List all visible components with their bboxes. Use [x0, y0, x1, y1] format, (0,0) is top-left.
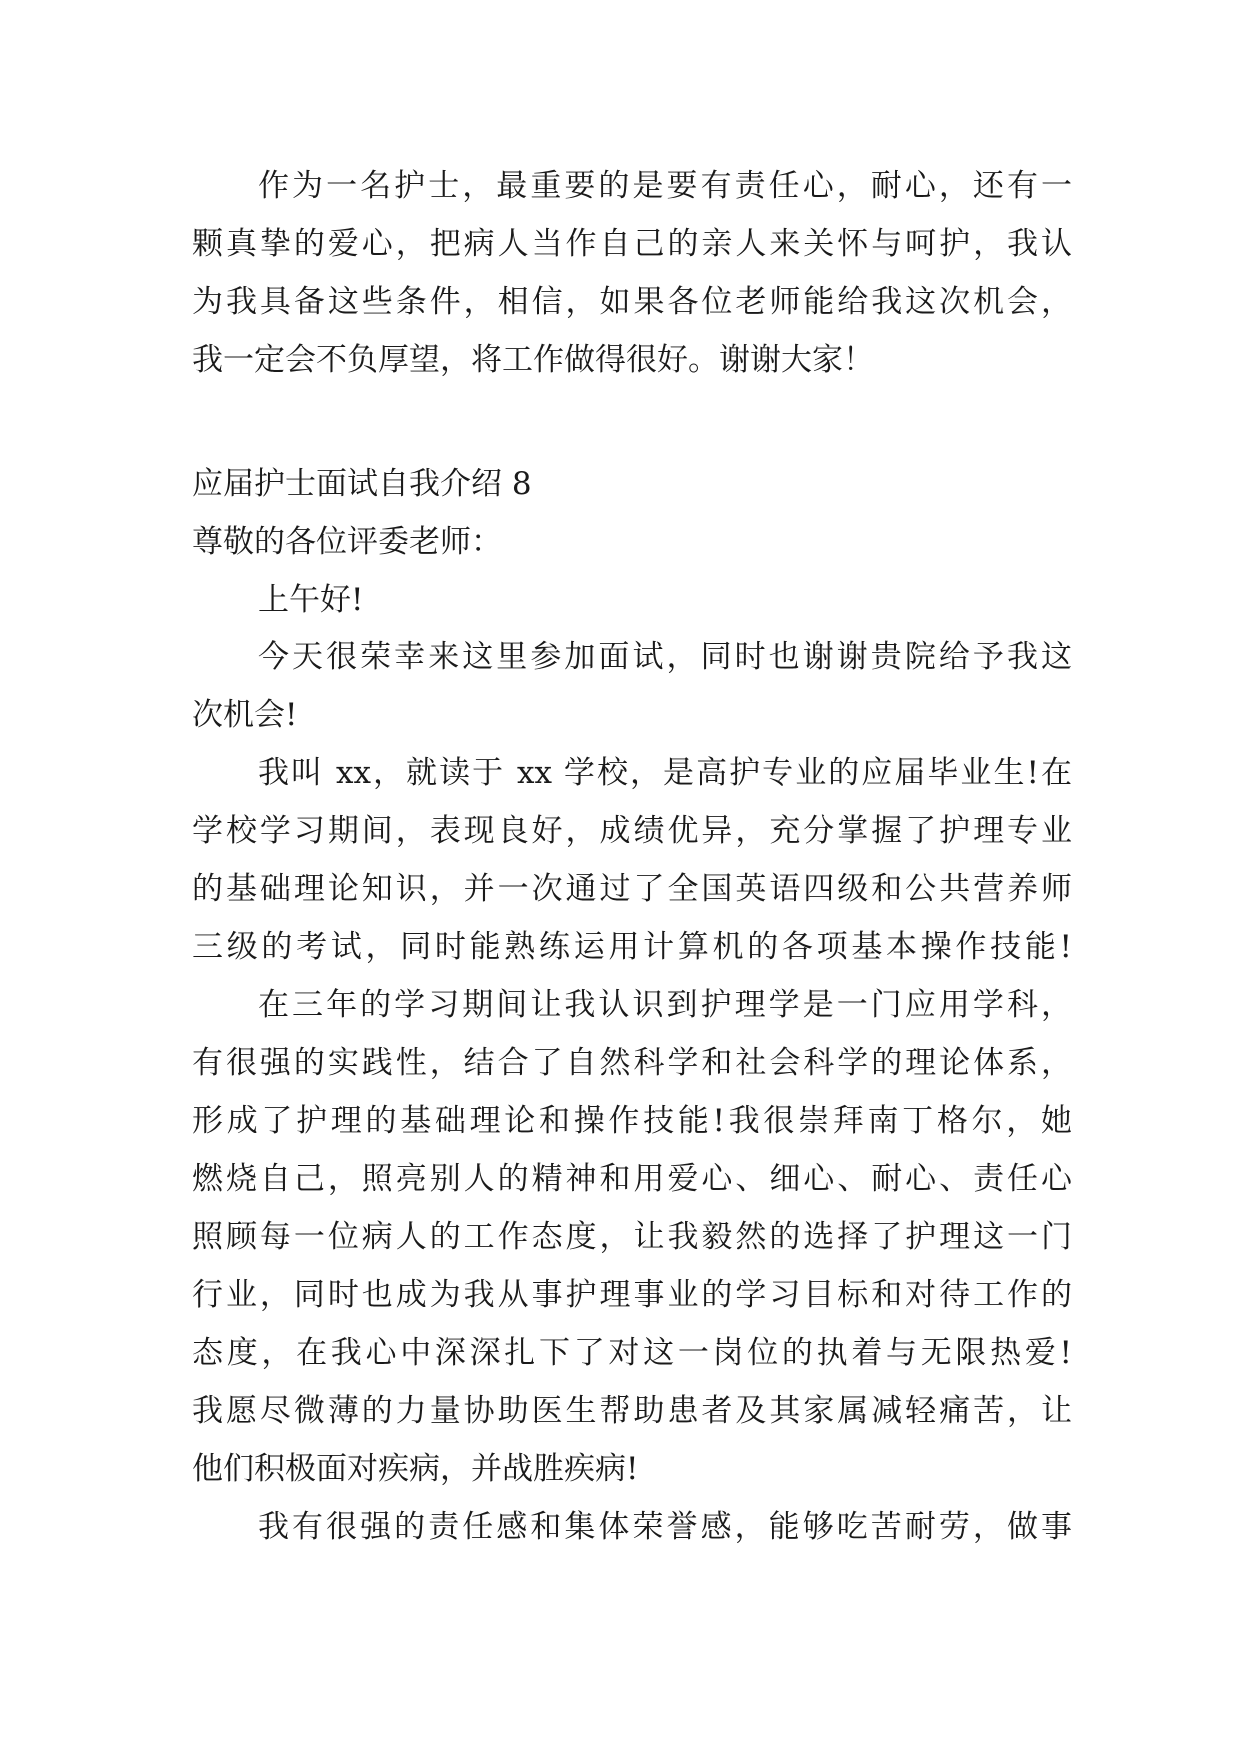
paragraph-background — [192, 744, 1072, 976]
text-line: 态度，在我心中深深扎下了对这一岗位的执着与无限热爱! — [192, 1335, 1072, 1371]
text-line: 照顾每一位病人的工作态度，让我毅然的选择了护理这一门 — [192, 1219, 1072, 1255]
paragraph-closing — [192, 157, 1072, 389]
text-line: 次机会! — [192, 697, 298, 733]
paragraph-study — [192, 976, 1072, 1498]
text-line: 我愿尽微薄的力量协助医生帮助患者及其家属减轻痛苦，让 — [192, 1393, 1072, 1429]
text-line: 为我具备这些条件，相信，如果各位老师能给我这次机会， — [192, 284, 1072, 320]
text-line: 颗真挚的爱心，把病人当作自己的亲人来关怀与呵护，我认 — [192, 226, 1072, 262]
paragraph-thanks — [192, 628, 1072, 744]
text-line: 燃烧自己，照亮别人的精神和用爱心、细心、耐心、责任心 — [192, 1161, 1072, 1197]
text-line: 行业，同时也成为我从事护理事业的学习目标和对待工作的 — [192, 1277, 1072, 1313]
text-line: 的基础理论知识，并一次通过了全国英语四级和公共营养师 — [192, 871, 1072, 907]
text-line: 形成了护理的基础理论和操作技能!我很崇拜南丁格尔，她 — [192, 1103, 1072, 1139]
text-line: 有很强的实践性，结合了自然科学和社会科学的理论体系， — [192, 1045, 1072, 1081]
text-line: 我一定会不负厚望，将工作做得很好。谢谢大家！ — [192, 342, 874, 378]
greeting: 上午好! — [258, 582, 364, 618]
text-line: 三级的考试，同时能熟练运用计算机的各项基本操作技能! — [192, 929, 1072, 965]
text-line: 作为一名护士，最重要的是要有责任心，耐心，还有一 — [258, 168, 1072, 204]
salutation: 尊敬的各位评委老师： — [192, 524, 502, 560]
text-line: 学校学习期间，表现良好，成绩优异，充分掌握了护理专业 — [192, 813, 1072, 849]
text-line: 在三年的学习期间让我认识到护理学是一门应用学科， — [258, 987, 1072, 1023]
text-line: 他们积极面对疾病，并战胜疾病! — [192, 1451, 639, 1487]
text-line: 我叫 xx，就读于 xx 学校，是高护专业的应届毕业生!在 — [258, 755, 1072, 791]
section-header — [192, 455, 1072, 629]
section-title: 应届护士面试自我介绍 8 — [192, 466, 532, 502]
text-line: 今天很荣幸来这里参加面试，同时也谢谢贵院给予我这 — [258, 639, 1072, 675]
text-line: 我有很强的责任感和集体荣誉感，能够吃苦耐劳，做事 — [258, 1509, 1072, 1545]
paragraph-character — [192, 1498, 1072, 1556]
